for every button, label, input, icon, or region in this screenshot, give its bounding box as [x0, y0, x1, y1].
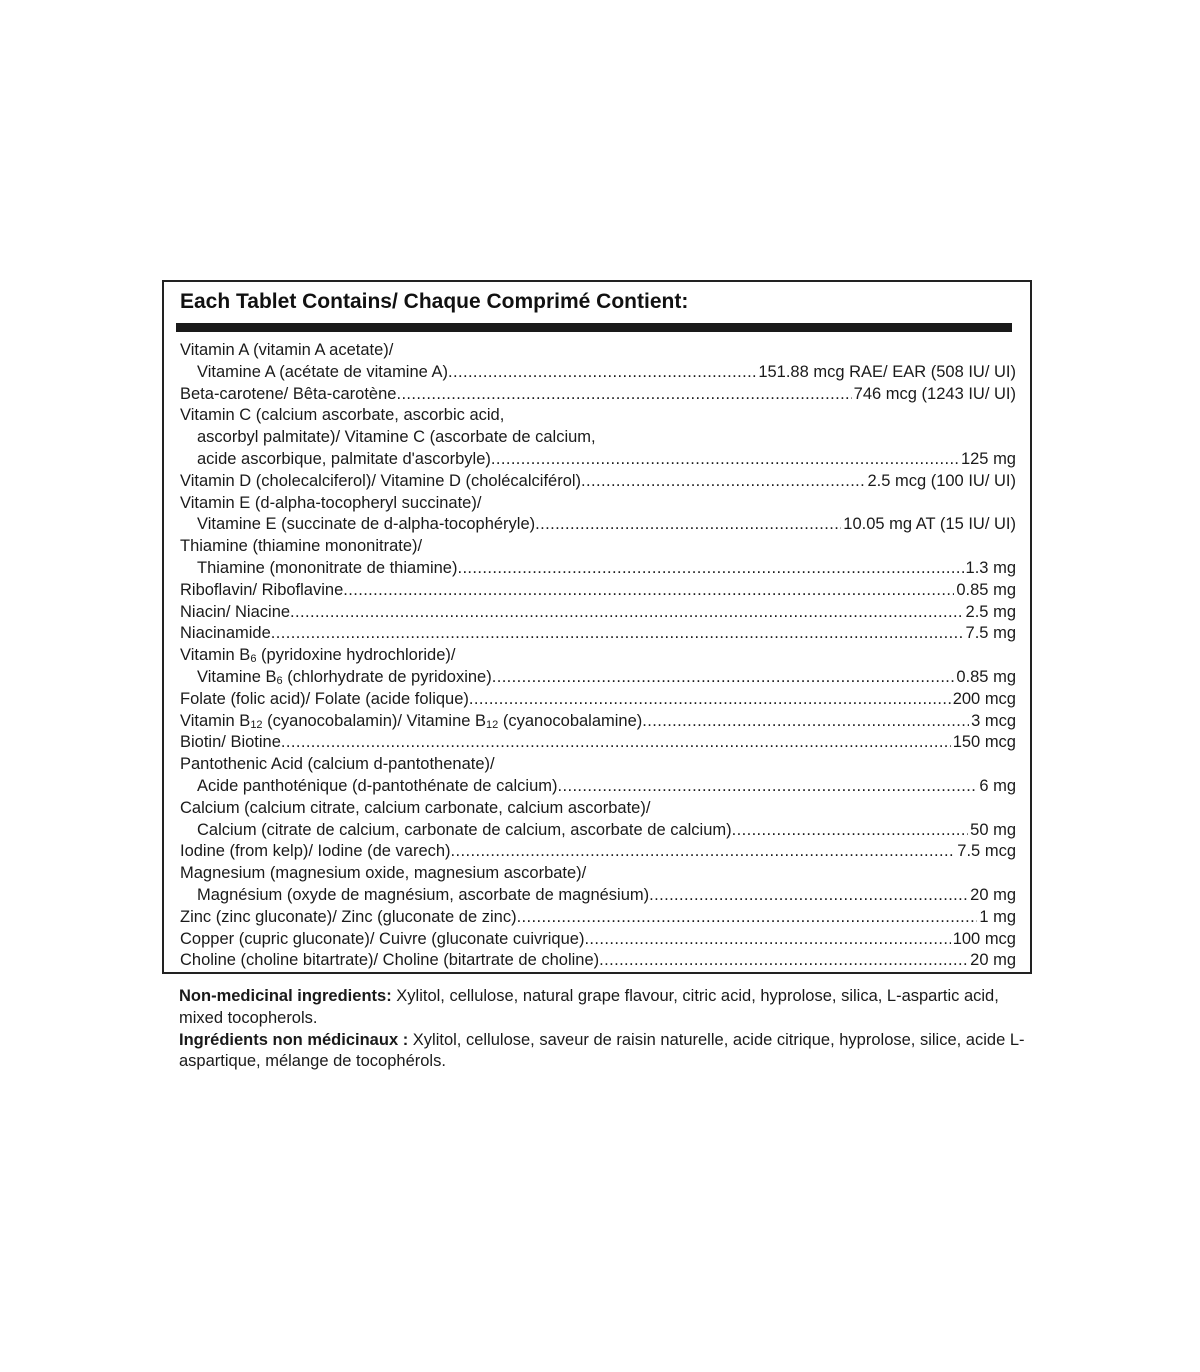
ingredient-subscript: 12 [486, 718, 499, 731]
ingredients-panel [162, 280, 1032, 974]
ingredient-row [180, 384, 1016, 406]
ingredient-amount: 151.88 mcg RAE/ EAR (508 IU/ UI) [758, 362, 1016, 381]
ingredient-label-text: Folate (folic acid)/ Folate (acide folique) [180, 689, 469, 708]
ingredient-row [180, 471, 1016, 493]
ingredient-label [180, 341, 393, 359]
ingredient-label [180, 602, 290, 624]
ingredient-subscript: 6 [276, 674, 283, 687]
leader-dots [642, 711, 969, 733]
ingredient-row [180, 950, 1016, 972]
ingredient-row [180, 863, 1016, 885]
leader-dots [581, 471, 865, 493]
ingredient-label-text: Niacinamide [180, 624, 271, 643]
ingredient-label [180, 841, 451, 863]
ingredient-label-text: Thiamine (thiamine mononitrate)/ [180, 537, 423, 556]
ingredient-row [180, 776, 1016, 798]
ingredient-label [180, 558, 457, 580]
ingredient-label-text: Pantothenic Acid (calcium d-pantothenate)/ [180, 755, 495, 774]
ingredient-label-text: (chlorhydrate de pyridoxine) [282, 667, 492, 686]
ingredient-row [180, 645, 1016, 667]
ingredient-label [180, 580, 343, 602]
ingredient-label-text: ascorbyl palmitate)/ Vitamine C (ascorbate de calcium, [197, 428, 596, 447]
ingredient-label-text: Vitamin D (cholecalciferol)/ Vitamine D (cholécalciférol) [180, 471, 582, 490]
ingredient-row [180, 536, 1016, 558]
ingredient-amount: 2.5 mg [965, 602, 1016, 621]
leader-dots [396, 384, 851, 406]
leader-dots [271, 623, 964, 645]
leader-dots [491, 449, 959, 471]
ingredient-amount: 1 mg [979, 907, 1016, 926]
ingredient-label-text: Calcium (citrate de calcium, carbonate de calcium, ascorbate de calcium) [197, 820, 732, 839]
ingredient-row [180, 602, 1016, 624]
ingredient-row [180, 580, 1016, 602]
leader-dots [457, 558, 963, 580]
ingredient-label-text: Vitamin B [180, 711, 251, 730]
ingredient-label [180, 755, 495, 773]
ingredient-label-text: Biotin/ Biotine [180, 733, 281, 752]
ingredient-row [180, 711, 1016, 733]
ingredient-label-text: Copper (cupric gluconate)/ Cuivre (gluconate cuivrique) [180, 929, 585, 948]
ingredient-amount: 746 mcg (1243 IU/ UI) [853, 384, 1016, 403]
ingredient-row [180, 405, 1016, 427]
ingredient-label-text: (pyridoxine hydrochloride)/ [256, 646, 456, 665]
ingredient-subscript: 6 [250, 653, 257, 666]
ingredient-label-text: Vitamin E (d-alpha-tocopheryl succinate)/ [180, 493, 482, 512]
ingredient-label-text: Vitamine B [197, 667, 277, 686]
panel-title: Each Tablet Contains/ Chaque Comprimé Contient: [180, 290, 689, 313]
ingredient-row [180, 929, 1016, 951]
ingredient-amount: 50 mg [970, 820, 1016, 839]
ingredient-row [180, 623, 1016, 645]
leader-dots [558, 776, 978, 798]
ingredient-row [180, 907, 1016, 929]
leader-dots [469, 689, 951, 711]
ingredient-label [180, 885, 649, 907]
ingredient-row [180, 558, 1016, 580]
ingredient-label [180, 646, 455, 664]
leader-dots [649, 885, 968, 907]
ingredient-amount: 100 mcg [952, 929, 1016, 948]
notes-french-text: Xylitol, cellulose, saveur de raisin naturelle, acide citrique, hyprolose, silice, acide L-aspartique, mélange de tocophérols. [179, 1030, 1025, 1071]
ingredient-row [180, 732, 1016, 754]
ingredient-amount: 200 mcg [952, 689, 1016, 708]
ingredient-amount: 7.5 mcg [957, 842, 1016, 861]
ingredient-label [180, 384, 396, 406]
ingredient-label [180, 950, 599, 972]
ingredient-label [180, 623, 271, 645]
ingredient-row [180, 427, 1016, 449]
ingredient-label-text: Acide panthoténique (d-pantothénate de calcium) [197, 776, 558, 795]
ingredient-label [180, 711, 642, 733]
ingredient-amount: 0.85 mg [956, 667, 1016, 686]
leader-dots [343, 580, 954, 602]
notes-french-label: Ingrédients non médicinaux : [179, 1030, 409, 1049]
ingredient-label-text: Vitamine E (succinate de d-alpha-tocophéryle) [197, 515, 536, 534]
leader-dots [281, 732, 951, 754]
ingredient-amount: 125 mg [960, 449, 1016, 468]
ingredient-label [180, 428, 596, 446]
ingredient-row [180, 841, 1016, 863]
ingredient-row [180, 493, 1016, 515]
ingredient-list [180, 340, 1016, 972]
leader-dots [492, 667, 955, 689]
ingredient-label-text: Vitamin A (vitamin A acetate)/ [180, 341, 394, 359]
ingredient-label [180, 471, 581, 493]
leader-dots [517, 907, 978, 929]
ingredient-label-text: Zinc (zinc gluconate)/ Zinc (gluconate de zinc) [180, 907, 517, 926]
ingredient-label-text: Vitamine A (acétate de vitamine A) [197, 362, 449, 381]
ingredient-row [180, 885, 1016, 907]
ingredient-row [180, 514, 1016, 536]
leader-dots [448, 362, 756, 384]
ingredient-label-text: Vitamin B [180, 646, 251, 665]
ingredient-amount: 10.05 mg AT (15 IU/ UI) [843, 515, 1016, 534]
ingredient-label [180, 689, 469, 711]
leader-dots [732, 820, 969, 842]
ingredient-amount: 7.5 mg [965, 624, 1016, 643]
non-medicinal-notes [179, 986, 1039, 1073]
ingredient-amount: 2.5 mcg (100 IU/ UI) [867, 471, 1016, 490]
ingredient-amount: 0.85 mg [956, 580, 1016, 599]
ingredient-row [180, 754, 1016, 776]
ingredient-row [180, 449, 1016, 471]
ingredient-row [180, 820, 1016, 842]
leader-dots [599, 950, 968, 972]
ingredient-amount: 20 mg [970, 885, 1016, 904]
ingredient-row [180, 340, 1016, 362]
notes-english-label: Non-medicinal ingredients: [179, 987, 392, 1005]
ingredient-label-text: (cyanocobalamin)/ Vitamine B [262, 711, 487, 730]
ingredient-label-text: Niacin/ Niacine [180, 602, 291, 621]
ingredient-row [180, 689, 1016, 711]
ingredient-label-text: acide ascorbique, palmitate d'ascorbyle) [197, 449, 491, 468]
ingredient-label-text: Magnésium (oxyde de magnésium, ascorbate de magnésium) [197, 885, 650, 904]
ingredient-label [180, 732, 281, 754]
ingredient-amount: 6 mg [979, 776, 1016, 795]
ingredient-label-text: (cyanocobalamine) [498, 711, 643, 730]
notes-english-text: Xylitol, cellulose, natural grape flavour, citric acid, hyprolose, silica, L-aspartic acid, mixed tocopherols. [179, 987, 999, 1027]
ingredient-label-text: Riboflavin/ Riboflavine [180, 580, 344, 599]
ingredient-row [180, 362, 1016, 384]
ingredient-label [180, 537, 422, 555]
ingredient-label [180, 406, 504, 424]
leader-dots [290, 602, 964, 624]
ingredient-label [180, 820, 732, 842]
ingredient-label [180, 799, 650, 817]
ingredient-label [180, 494, 481, 512]
ingredient-label [180, 864, 586, 882]
notes-french [179, 1030, 1039, 1074]
ingredient-label-text: Magnesium (magnesium oxide, magnesium ascorbate)/ [180, 864, 587, 883]
ingredient-label [180, 667, 492, 689]
ingredient-amount: 3 mcg [971, 711, 1016, 730]
leader-dots [451, 841, 956, 863]
ingredient-subscript: 12 [250, 718, 263, 731]
ingredient-label [180, 776, 558, 798]
ingredient-label-text: Beta-carotene/ Bêta-carotène [180, 384, 397, 403]
ingredient-label [180, 514, 535, 536]
ingredient-label-text: Calcium (calcium citrate, calcium carbonate, calcium ascorbate)/ [180, 798, 651, 817]
ingredient-label-text: Vitamin C (calcium ascorbate, ascorbic acid, [180, 406, 505, 425]
ingredient-label-text: Thiamine (mononitrate de thiamine) [197, 558, 458, 577]
ingredient-amount: 150 mcg [952, 733, 1016, 752]
ingredient-amount: 1.3 mg [965, 558, 1016, 577]
ingredient-label [180, 929, 584, 951]
notes-english [179, 986, 1039, 1030]
leader-dots [584, 929, 950, 951]
ingredient-row [180, 667, 1016, 689]
ingredient-label-text: Choline (choline bitartrate)/ Choline (bitartrate de choline) [180, 951, 600, 970]
ingredient-row [180, 798, 1016, 820]
ingredient-label [180, 907, 517, 929]
title-rule [176, 323, 1012, 332]
ingredient-label [180, 362, 448, 384]
ingredient-label-text: Iodine (from kelp)/ Iodine (de varech) [180, 842, 451, 861]
ingredient-amount: 20 mg [970, 951, 1016, 970]
ingredient-label [180, 449, 491, 471]
leader-dots [535, 514, 841, 536]
